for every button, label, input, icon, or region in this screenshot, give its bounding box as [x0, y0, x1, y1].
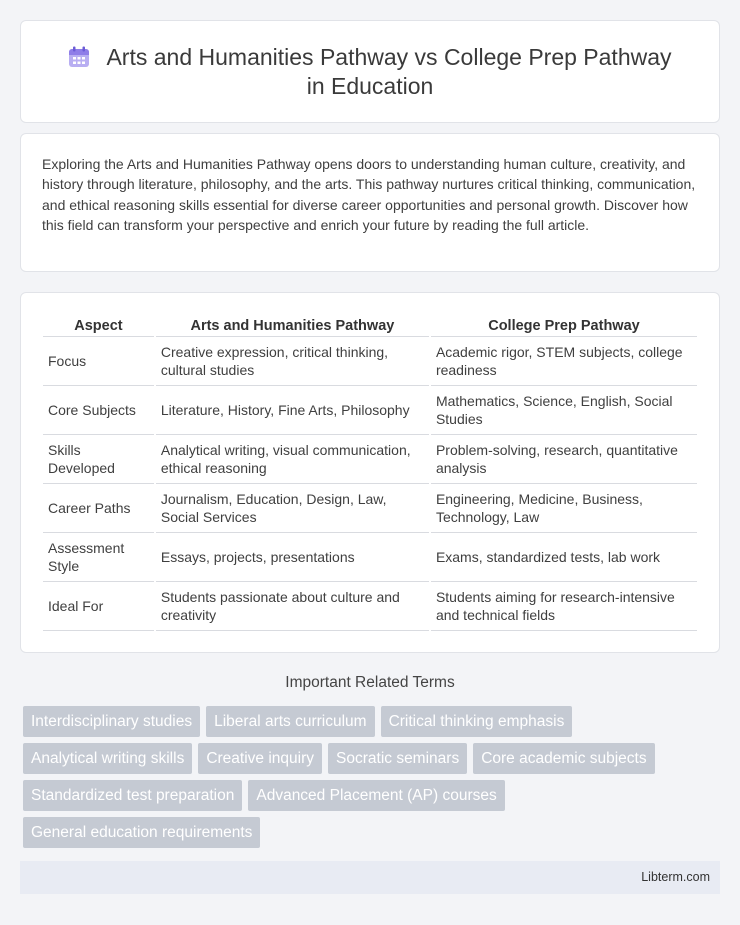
table-row — [43, 533, 697, 582]
prep-cell: Mathematics, Science, English, Social Studies — [431, 386, 697, 435]
tag-row — [23, 706, 703, 737]
title-card — [20, 20, 720, 123]
related-term-tag[interactable]: Core academic subjects — [473, 743, 654, 774]
header-aspect: Aspect — [43, 313, 154, 337]
related-terms-list — [23, 706, 703, 854]
aspect-cell: Core Subjects — [43, 386, 154, 435]
tag-row — [23, 743, 703, 774]
calendar-icon — [68, 46, 90, 68]
aspect-cell: Skills Developed — [43, 435, 154, 484]
table-row — [43, 386, 697, 435]
table-row — [43, 582, 697, 631]
tag-row — [23, 780, 703, 811]
arts-cell: Students passionate about culture and creativity — [156, 582, 429, 631]
table-row — [43, 484, 697, 533]
header-college-prep: College Prep Pathway — [431, 313, 697, 337]
prep-cell: Problem-solving, research, quantitative analysis — [431, 435, 697, 484]
arts-cell: Literature, History, Fine Arts, Philosophy — [156, 386, 429, 435]
related-term-tag[interactable]: Analytical writing skills — [23, 743, 192, 774]
aspect-cell: Ideal For — [43, 582, 154, 631]
related-term-tag[interactable]: General education requirements — [23, 817, 260, 848]
comparison-table — [41, 313, 699, 631]
related-term-tag[interactable]: Critical thinking emphasis — [381, 706, 573, 737]
arts-cell: Journalism, Education, Design, Law, Social Services — [156, 484, 429, 533]
prep-cell: Exams, standardized tests, lab work — [431, 533, 697, 582]
related-term-tag[interactable]: Creative inquiry — [198, 743, 322, 774]
prep-cell: Engineering, Medicine, Business, Technology, Law — [431, 484, 697, 533]
tag-row — [23, 817, 703, 848]
arts-cell: Essays, projects, presentations — [156, 533, 429, 582]
related-term-tag[interactable]: Advanced Placement (AP) courses — [248, 780, 504, 811]
prep-cell: Academic rigor, STEM subjects, college readiness — [431, 337, 697, 386]
aspect-cell: Career Paths — [43, 484, 154, 533]
arts-cell: Analytical writing, visual communication, ethical reasoning — [156, 435, 429, 484]
table-row — [43, 435, 697, 484]
comparison-card — [20, 292, 720, 653]
related-term-tag[interactable]: Standardized test preparation — [23, 780, 242, 811]
table-header-row — [43, 313, 697, 337]
arts-cell: Creative expression, critical thinking, cultural studies — [156, 337, 429, 386]
related-term-tag[interactable]: Interdisciplinary studies — [23, 706, 200, 737]
title-line-2: in Education — [306, 73, 434, 99]
related-term-tag[interactable]: Liberal arts curriculum — [206, 706, 374, 737]
aspect-cell: Assessment Style — [43, 533, 154, 582]
prep-cell: Students aiming for research-intensive and technical fields — [431, 582, 697, 631]
header-arts-humanities: Arts and Humanities Pathway — [156, 313, 429, 337]
footer — [20, 861, 720, 894]
related-term-tag[interactable]: Socratic seminars — [328, 743, 467, 774]
page-title — [21, 43, 719, 101]
aspect-cell: Focus — [43, 337, 154, 386]
intro-paragraph: Exploring the Arts and Humanities Pathway opens doors to understanding human culture, creativity, and history through literature, philosophy, and the arts. This pathway nurtures critical thinking, communication, and ethical reasoning skills essential for diverse career opportunities and personal growth. Discover how this field can transform your perspective and enrich your future by reading the full article. — [42, 156, 696, 234]
intro-card — [20, 133, 720, 272]
footer-site-link[interactable]: Libterm.com — [641, 870, 710, 884]
table-row — [43, 337, 697, 386]
title-line-1: Arts and Humanities Pathway vs College Prep Pathway — [106, 44, 672, 70]
related-terms-heading: Important Related Terms — [285, 674, 455, 691]
